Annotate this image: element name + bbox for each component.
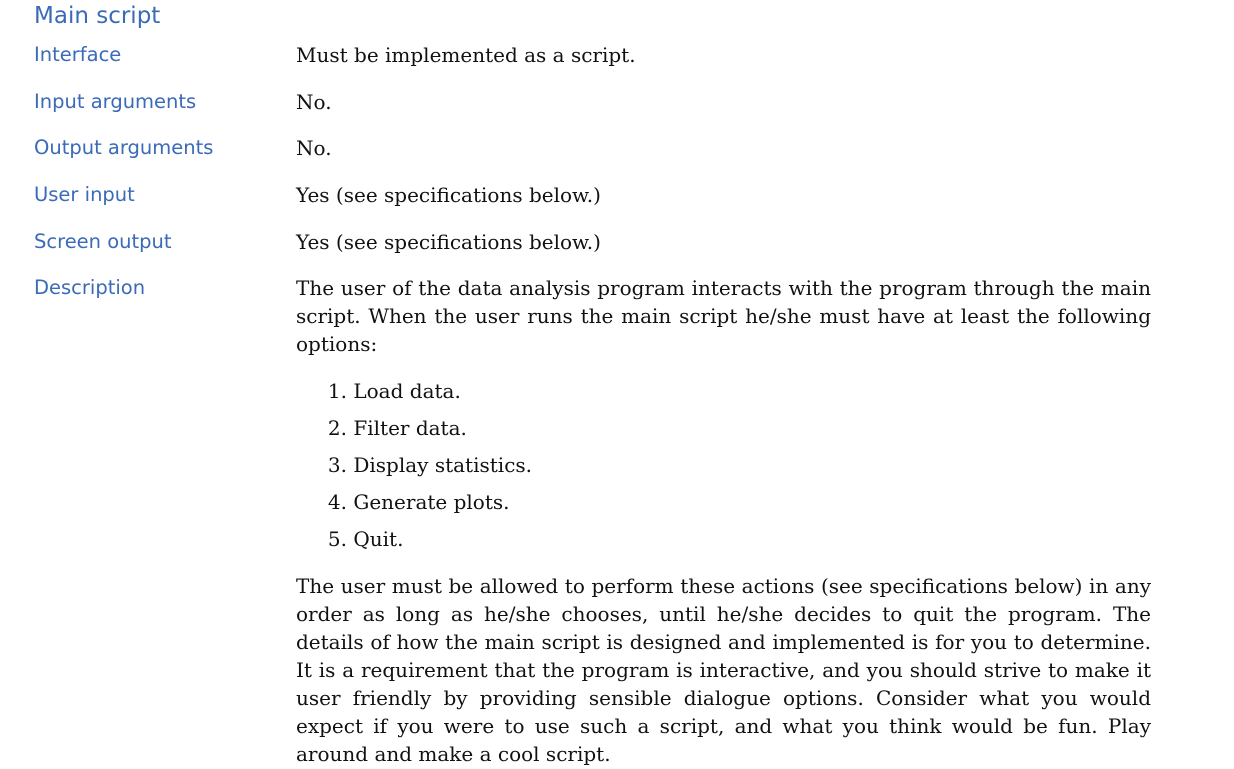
list-item: 2. Filter data. [327, 416, 467, 440]
input-arguments-label: Input arguments [34, 90, 197, 113]
output-arguments-label: Output arguments [34, 136, 214, 159]
screen-output-value: Yes (see specifications below.) [296, 230, 601, 254]
list-item: 5. Quit. [327, 527, 404, 551]
description-label: Description [34, 276, 146, 299]
input-arguments-value: No. [296, 90, 332, 114]
list-item: 1. Load data. [327, 379, 461, 403]
description-closing: The user must be allowed to perform these actions (see specifications below) in any order as long as he/she chooses, until he/she decides to quit the program. The details of how the main script is designed and implemented is for you to determine. It is a requirement that the program is interactive, and you should strive to make it user friendly by providing sensible dialogue options. Consider what you would expect if you were to use such a script, and what you think would be fun. Play around and make a cool script. [296, 574, 1151, 766]
description-intro: The user of the data analysis program interacts with the program through the main script. When the user runs the main script he/she must have at least the following options: [296, 276, 1151, 356]
options-list [296, 377, 532, 562]
interface-value: Must be implemented as a script. [296, 43, 636, 67]
list-item: 4. Generate plots. [327, 490, 510, 514]
user-input-value: Yes (see specifications below.) [296, 183, 601, 207]
output-arguments-value: No. [296, 136, 332, 160]
list-item: 3. Display statistics. [327, 453, 533, 477]
screen-output-label: Screen output [34, 230, 172, 253]
user-input-label: User input [34, 183, 135, 206]
section-title: Main script [34, 3, 161, 29]
interface-label: Interface [34, 43, 122, 66]
